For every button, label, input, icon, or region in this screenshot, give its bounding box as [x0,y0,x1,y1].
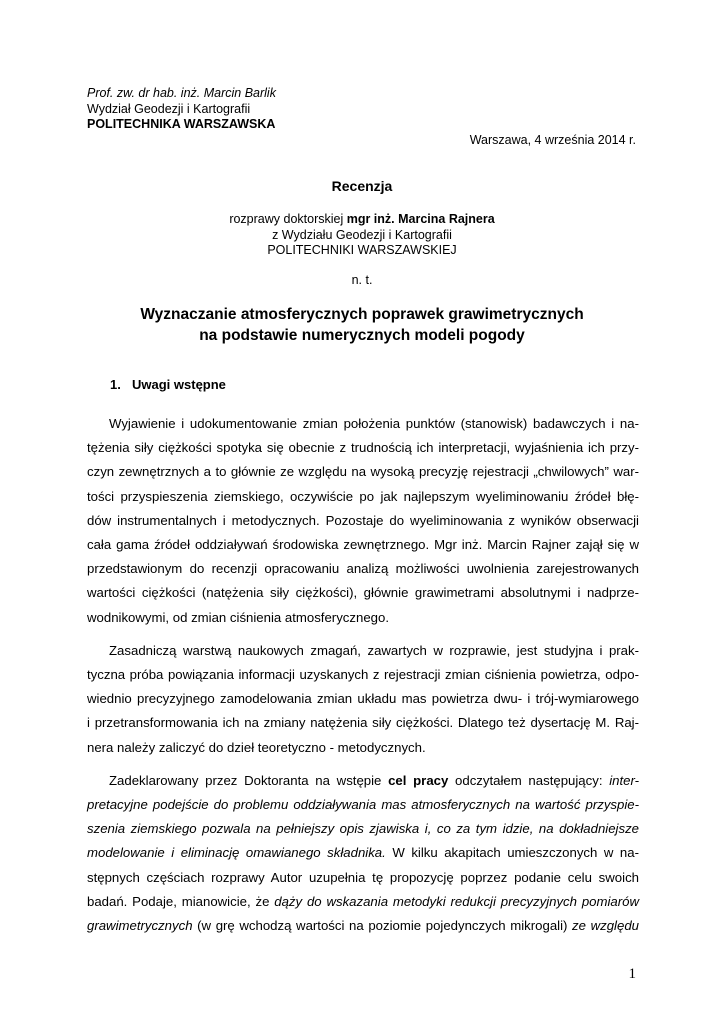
body-text [87,412,639,947]
page-number: 1 [628,966,636,982]
reviewer-university: POLITECHNIKA WARSZAWSKA [87,117,276,131]
section-number: 1. [110,377,121,392]
text-line: i przetransformowania ich na zmiany natężenia siły ciężkości. Dlatego też dysertację M. Raj- [87,715,639,731]
thesis-title-line-2: na podstawie numerycznych modeli pogody [199,327,525,344]
subject-line-3: POLITECHNIKI WARSZAWSKIEJ [267,243,457,257]
text-line: stępnych częściach rozprawy Autor uzupełnia tę propozycję poprzez podanie celu swoich [87,869,639,885]
subject-line-1: rozprawy doktorskiej mgr inż. Marcina Rajnera [229,212,495,226]
text-line: dów instrumentalnych i metodycznych. Pozostaje do wyeliminowania z wyników obserwacji [87,512,639,528]
text-line: cała gama źródeł oddziaływań środowiska zewnętrznego. Mgr inż. Marcin Rajner zajął się w [87,537,639,553]
text-line: tężenia siły ciężkości spotyka się obecnie z trudnością ich interpretacji, wyjaśnienia ich przy- [87,440,639,456]
text-line: wodnikowymi, od zmian ciśnienia atmosferycznego. [87,609,389,625]
emphasis-cel-pracy: cel pracy [388,772,449,788]
thesis-title-line-1: Wyznaczanie atmosferycznych poprawek grawimetrycznych [140,306,584,323]
paragraph-1 [87,412,639,630]
thesis-title [0,304,724,346]
candidate-name: mgr inż. Marcina Rajnera [346,212,495,226]
text-line: modelowanie i eliminację omawianego składnika. W kilku akapitach umieszczonych w na- [87,845,639,861]
reviewer-department: Wydział Geodezji i Kartografii [87,101,251,116]
text-line: tości przyspieszenia ziemskiego, oczywiście po jak najlepszym wyeliminowaniu źródeł błę- [87,488,639,504]
text-line: Zadeklarowany przez Doktoranta na wstępie cel pracy odczytałem następujący: inter- [109,772,639,788]
text-line: tyczna próba powiązania informacji uzyskanych z rejestracji zmian ciśnienia powietrza, odpo- [87,667,639,683]
nt-label: n. t. [351,273,373,287]
document-heading: Recenzja [331,178,393,194]
text-line: wiednio precyzyjnego zamodelowania zmian układu mas powietrza dwu- i trój-wymiarowego [87,691,639,707]
paragraph-3 [87,769,639,938]
section-label: Uwagi wstępne [132,377,226,392]
reviewer-header [87,86,276,133]
section-heading [110,377,226,392]
text-line: nera należy zaliczyć do dzieł teoretyczno - metodycznych. [87,739,426,755]
text-line: szenia ziemskiego pozwala na pełniejszy opis zjawiska i, co za tym idzie, na dokładniejsze [87,821,639,837]
text-line: grawimetrycznych (w grę wchodzą wartości na poziomie pojedynczych mikrogali) ze względu [87,918,639,934]
text-line: Zasadniczą warstwą naukowych zmagań, zawartych w rozprawie, jest studyjna i prak- [109,642,639,658]
review-subject [0,212,724,259]
paragraph-2 [87,639,639,760]
text-line: czyn zewnętrznych a to głównie ze względu na wysoką precyzję rejestracji „chwilowych” war- [87,464,639,480]
text-line: badań. Podaje, mianowicie, że dąży do wskazania metodyki redukcji precyzyjnych pomiarów [87,893,639,909]
text-line: wartości ciężkości (natężenia siły ciężkości), głównie grawimetrami absolutnymi i nadprze- [87,585,639,601]
text-line: Wyjawienie i udokumentowanie zmian położenia punktów (stanowisk) badawczych i na- [109,416,639,431]
subject-line-2: z Wydziału Geodezji i Kartografii [272,227,452,242]
document-date: Warszawa, 4 września 2014 r. [469,133,636,147]
text-line: przedstawionym do recenzji opracowaniu analizą możliwości uwolnienia zarejestrowanych [87,561,639,577]
text-line: pretacyjne podejście do problemu oddziaływania mas atmosferycznych na wartość przyspie- [87,797,639,813]
reviewer-name: Prof. zw. dr hab. inż. Marcin Barlik [87,86,276,100]
